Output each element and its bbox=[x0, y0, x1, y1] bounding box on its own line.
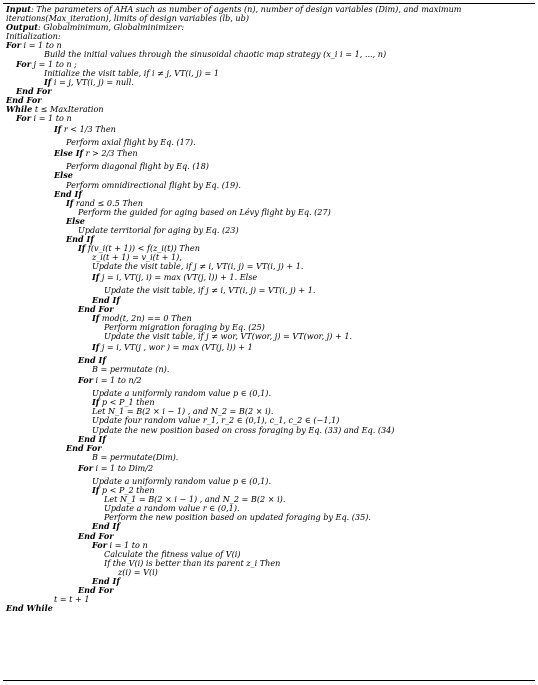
algorithm-line bbox=[6, 604, 532, 613]
keyword: If bbox=[92, 342, 100, 352]
line-text: r < 1/3 Then bbox=[61, 124, 116, 135]
keyword: For bbox=[78, 462, 93, 473]
keyword: End If bbox=[92, 575, 120, 586]
algorithm-line bbox=[6, 314, 532, 323]
algorithm-line bbox=[6, 162, 532, 171]
algorithm-line bbox=[6, 262, 532, 271]
keyword: If bbox=[92, 272, 100, 283]
algorithm-line bbox=[6, 87, 532, 96]
keyword: If bbox=[92, 397, 100, 408]
line-text: i = j, VT(i, j) = null. bbox=[51, 76, 134, 87]
algorithm-line bbox=[6, 244, 532, 253]
line-text: B = permutate (n). bbox=[92, 364, 170, 375]
algorithm-line bbox=[6, 374, 532, 389]
keyword: End While bbox=[6, 603, 53, 614]
algorithm-line bbox=[6, 123, 532, 138]
keyword: If bbox=[92, 485, 100, 496]
line-text: Update the visit table, if j ≠ i, VT(i, j) = VT(i, j) + 1. bbox=[92, 261, 304, 272]
line-text: t ≤ MaxIteration bbox=[32, 104, 104, 115]
line-text: Build the initial values through the sinusoidal chaotic map strategy (x_i i = 1, ..., n) bbox=[44, 49, 387, 60]
line-text: t = t + 1 bbox=[54, 594, 90, 605]
keyword: For bbox=[16, 58, 31, 69]
keyword: End If bbox=[92, 521, 120, 532]
algorithm-line bbox=[6, 513, 532, 522]
keyword: If bbox=[92, 312, 100, 323]
line-text: : The parameters of AHA such as number of agents (n), number of design variables (Dim), and maximum bbox=[30, 4, 462, 14]
line-text: Perform the new position based on updated foraging by Eq. (35). bbox=[104, 512, 371, 523]
algorithm-line bbox=[6, 332, 532, 341]
algorithm-line bbox=[6, 356, 532, 365]
algorithm-line bbox=[6, 444, 532, 453]
line-text: Let N_1 = B(2 × i − 1) , and N_2 = B(2 × i). bbox=[104, 494, 286, 505]
algorithm-line bbox=[6, 541, 532, 550]
keyword: End For bbox=[78, 303, 114, 314]
line-text: f(v_i(t + 1)) < f(z_i(t)) Then bbox=[85, 243, 200, 254]
line-text: Calculate the fitness value of V(i) bbox=[104, 548, 241, 559]
line-text: : Globalminimum, Globalminimizer: bbox=[37, 22, 185, 33]
line-text: Initialize the visit table, if i ≠ j, VT(i, j) = 1 bbox=[44, 67, 220, 78]
algorithm-line bbox=[6, 495, 532, 504]
keyword: Input bbox=[6, 4, 31, 14]
line-text: Perform migration foraging by Eq. (25) bbox=[104, 321, 265, 332]
algorithm-line bbox=[6, 568, 532, 577]
line-text: rand ≤ 0.5 Then bbox=[73, 197, 143, 208]
algorithm-line bbox=[6, 271, 532, 286]
keyword: Else If bbox=[54, 148, 84, 159]
line-text: Initialization: bbox=[6, 31, 61, 42]
line-text: Perform omnidirectional flight by Eq. (19). bbox=[66, 179, 241, 190]
algorithm-line bbox=[6, 32, 532, 41]
algorithm-line bbox=[6, 114, 532, 123]
line-text: Update the visit table, if j ≠ wor, VT(wor, j) = VT(wor, j) + 1. bbox=[104, 330, 353, 341]
keyword: End If bbox=[54, 188, 82, 199]
line-text: Update the new position based on cross foraging by Eq. (33) and Eq. (34) bbox=[92, 424, 395, 435]
keyword: If bbox=[78, 243, 86, 254]
line-text: j = i, VT(j, i) = max (VT(j, l)) + 1. Else bbox=[99, 272, 258, 283]
algorithm-line bbox=[6, 147, 532, 162]
line-text: Perform diagonal flight by Eq. (18) bbox=[66, 161, 209, 172]
keyword: End If bbox=[78, 433, 106, 444]
line-text: i = 1 to n/2 bbox=[92, 375, 142, 386]
keyword: For bbox=[78, 375, 93, 386]
algorithm-line bbox=[6, 23, 532, 32]
algorithm-line bbox=[6, 305, 532, 314]
line-text: Let N_1 = B(2 × i − 1) , and N_2 = B(2 × i). bbox=[92, 406, 274, 417]
line-text: j = i, VT(j , wor ) = max (VT(j, l)) + 1 bbox=[99, 342, 253, 352]
algorithm-line bbox=[6, 462, 532, 477]
line-text: i = 1 to Dim/2 bbox=[92, 462, 154, 473]
line-text: If the V(i) is better than its parent z_i Then bbox=[104, 557, 281, 568]
line-text: z(i) = V(i) bbox=[118, 566, 158, 577]
line-text: i = 1 to n bbox=[106, 539, 148, 550]
algorithm-line bbox=[6, 477, 532, 486]
line-text: Perform the guided for aging based on Lévy flight by Eq. (27) bbox=[78, 206, 331, 217]
algorithm-line bbox=[6, 181, 532, 190]
keyword: End For bbox=[16, 85, 52, 96]
keyword: Output bbox=[6, 22, 38, 33]
algorithm-line bbox=[6, 365, 532, 374]
algorithm-line bbox=[6, 559, 532, 568]
keyword: If bbox=[44, 76, 52, 87]
algorithm-line bbox=[6, 532, 532, 541]
line-text: Update a uniformly random value p ∈ (0,1). bbox=[92, 475, 272, 486]
keyword: End If bbox=[92, 294, 120, 305]
line-text: Update territorial for aging by Eq. (23) bbox=[78, 224, 239, 235]
keyword: End For bbox=[78, 585, 114, 596]
keyword: Else bbox=[54, 170, 73, 181]
line-text: Update a random value r ∈ (0,1). bbox=[104, 503, 240, 514]
line-text: Update four random value r_1, r_2 ∈ (0,1), c_1, c_2 ∈ (−1,1) bbox=[92, 415, 340, 426]
keyword: Else bbox=[66, 215, 85, 226]
keyword: For bbox=[16, 113, 31, 124]
keyword: For bbox=[6, 40, 21, 51]
algorithm-line bbox=[6, 138, 532, 147]
line-text: iterations(Max_iteration), limits of design variables (lb, ub) bbox=[6, 13, 249, 24]
algorithm-line bbox=[6, 341, 532, 356]
line-text: Perform axial flight by Eq. (17). bbox=[66, 137, 196, 148]
keyword: End If bbox=[66, 234, 94, 245]
keyword: If bbox=[54, 124, 62, 135]
line-text: i = 1 to n bbox=[20, 40, 62, 51]
algorithm-line bbox=[6, 105, 532, 114]
keyword: For bbox=[92, 539, 107, 550]
algorithm-line bbox=[6, 286, 532, 295]
keyword: End For bbox=[6, 94, 42, 105]
algorithm-line bbox=[6, 595, 532, 604]
line-text: p < P_2 then bbox=[99, 485, 155, 496]
algorithm-line bbox=[6, 78, 532, 87]
line-text: j = 1 to n ; bbox=[30, 58, 77, 69]
line-text: B = permutate(Dim). bbox=[92, 451, 179, 462]
keyword: End For bbox=[66, 442, 102, 453]
keyword: While bbox=[6, 104, 33, 115]
line-text: r > 2/3 Then bbox=[83, 148, 138, 159]
keyword: End For bbox=[78, 530, 114, 541]
line-text: z_i(t + 1) = v_i(t + 1), bbox=[92, 252, 182, 263]
keyword: End If bbox=[78, 355, 106, 365]
line-text: Update the visit table, if j ≠ i, VT(i, j) = VT(i, j) + 1. bbox=[104, 285, 316, 296]
algorithm-listing bbox=[6, 5, 532, 613]
line-text: p < P_1 then bbox=[99, 397, 155, 408]
line-text: mod(t, 2n) == 0 Then bbox=[99, 312, 192, 323]
algorithm-line bbox=[6, 50, 532, 59]
algorithm-line bbox=[6, 453, 532, 462]
line-text: Update a uniformly random value p ∈ (0,1). bbox=[92, 388, 272, 399]
keyword: If bbox=[66, 197, 74, 208]
line-text: i = 1 to n bbox=[30, 113, 72, 124]
algorithm-line bbox=[6, 389, 532, 398]
